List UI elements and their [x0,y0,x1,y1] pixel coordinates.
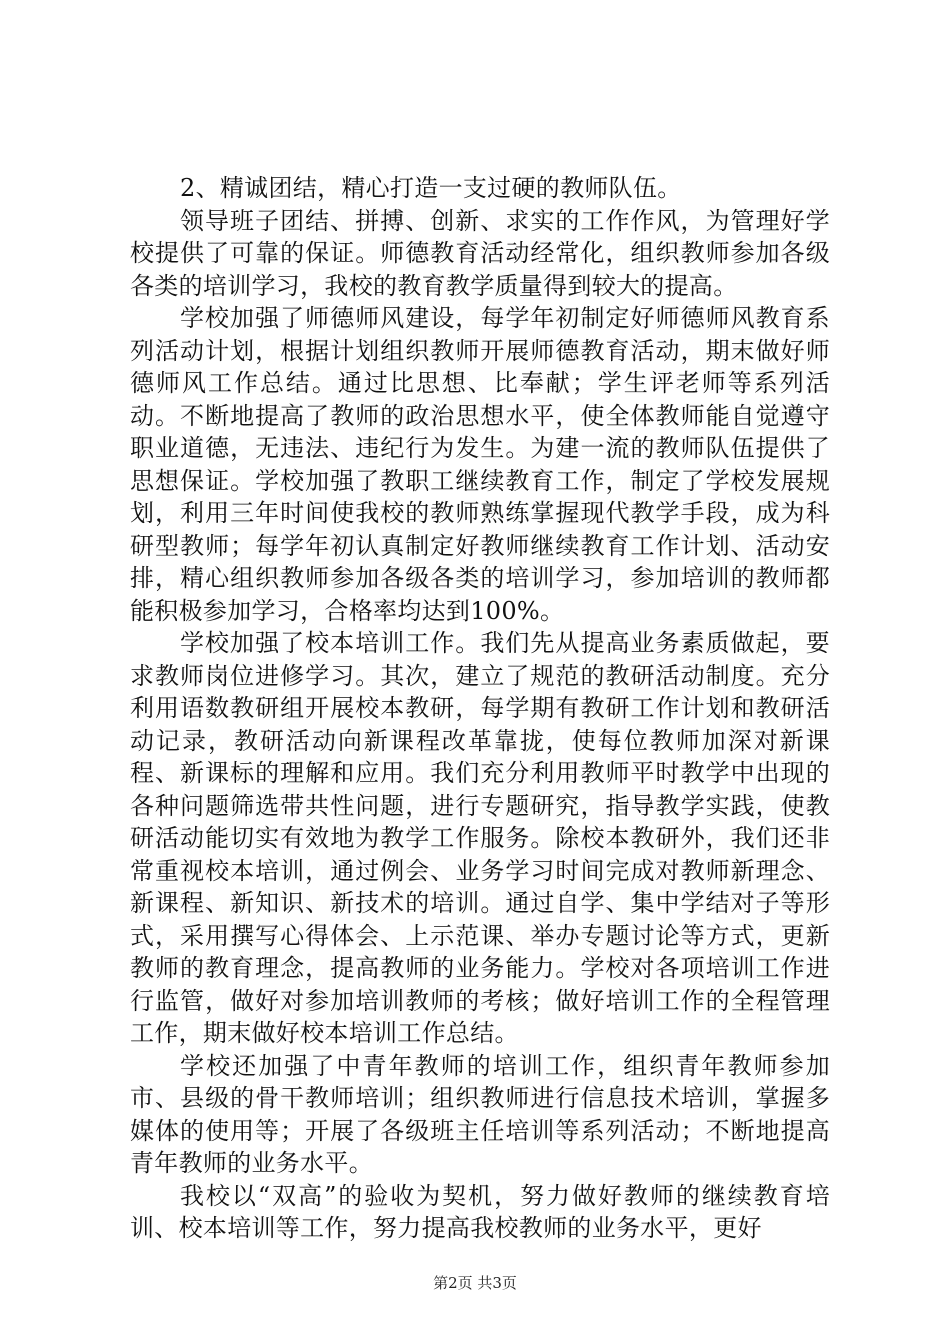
document-body [130,172,830,1245]
paragraph-heading: 2、精诚团结，精心打造一支过硬的教师队伍。 [180,174,682,202]
paragraph: 学校还加强了中青年教师的培训工作，组织青年教师参加市、县级的骨干教师培训；组织教师进行信息技术培训，掌握多媒体的使用等；开展了各级班主任培训等系列活动；不断地提高青年教师的业务水平。 [130,1051,830,1177]
paragraph: 学校加强了师德师风建设，每学年初制定好师德师风教育系列活动计划，根据计划组织教师开展师德教育活动，期末做好师德师风工作总结。通过比思想、比奉献；学生评老师等系列活动。不断地提高了教师的政治思想水平，使全体教师能自觉遵守职业道德，无违法、违纪行为发生。为建一流的教师队伍提供了思想保证。学校加强了教职工继续教育工作，制定了学校发展规划，利用三年时间使我校的教师熟练掌握现代教学手段，成为科研型教师；每学年初认真制定好教师继续教育工作计划、活动安排，精心组织教师参加各级各类的培训学习，参加培训的教师都能积极参加学习，合格率均达到100%。 [130,304,830,625]
paragraph: 我校以“双高”的验收为契机，努力做好教师的继续教育培训、校本培训等工作，努力提高我校教师的业务水平，更好 [130,1181,830,1242]
paragraph: 学校加强了校本培训工作。我们先从提高业务素质做起，要求教师岗位进修学习。其次，建立了规范的教研活动制度。充分利用语数教研组开展校本教研，每学期有教研工作计划和教研活动记录，教研活动向新课程改革靠拢，使每位教师加深对新课程、新课标的理解和应用。我们充分利用教师平时教学中出现的各种问题筛选带共性问题，进行专题研究，指导教学实践，使教研活动能切实有效地为教学工作服务。除校本教研外，我们还非常重视校本培训，通过例会、业务学习时间完成对教师新理念、新课程、新知识、新技术的培训。通过自学、集中学结对子等形式，采用撰写心得体会、上示范课、举办专题讨论等方式，更新教师的教育理念，提高教师的业务能力。学校对各项培训工作进行监管，做好对参加培训教师的考核；做好培训工作的全程管理工作，期末做好校本培训工作总结。 [130,629,830,1047]
paragraph: 领导班子团结、拼搏、创新、求实的工作作风，为管理好学校提供了可靠的保证。师德教育活动经常化，组织教师参加各级各类的培训学习，我校的教育教学质量得到较大的提高。 [130,206,830,300]
page-footer: 第2页 共3页 [433,1274,517,1292]
